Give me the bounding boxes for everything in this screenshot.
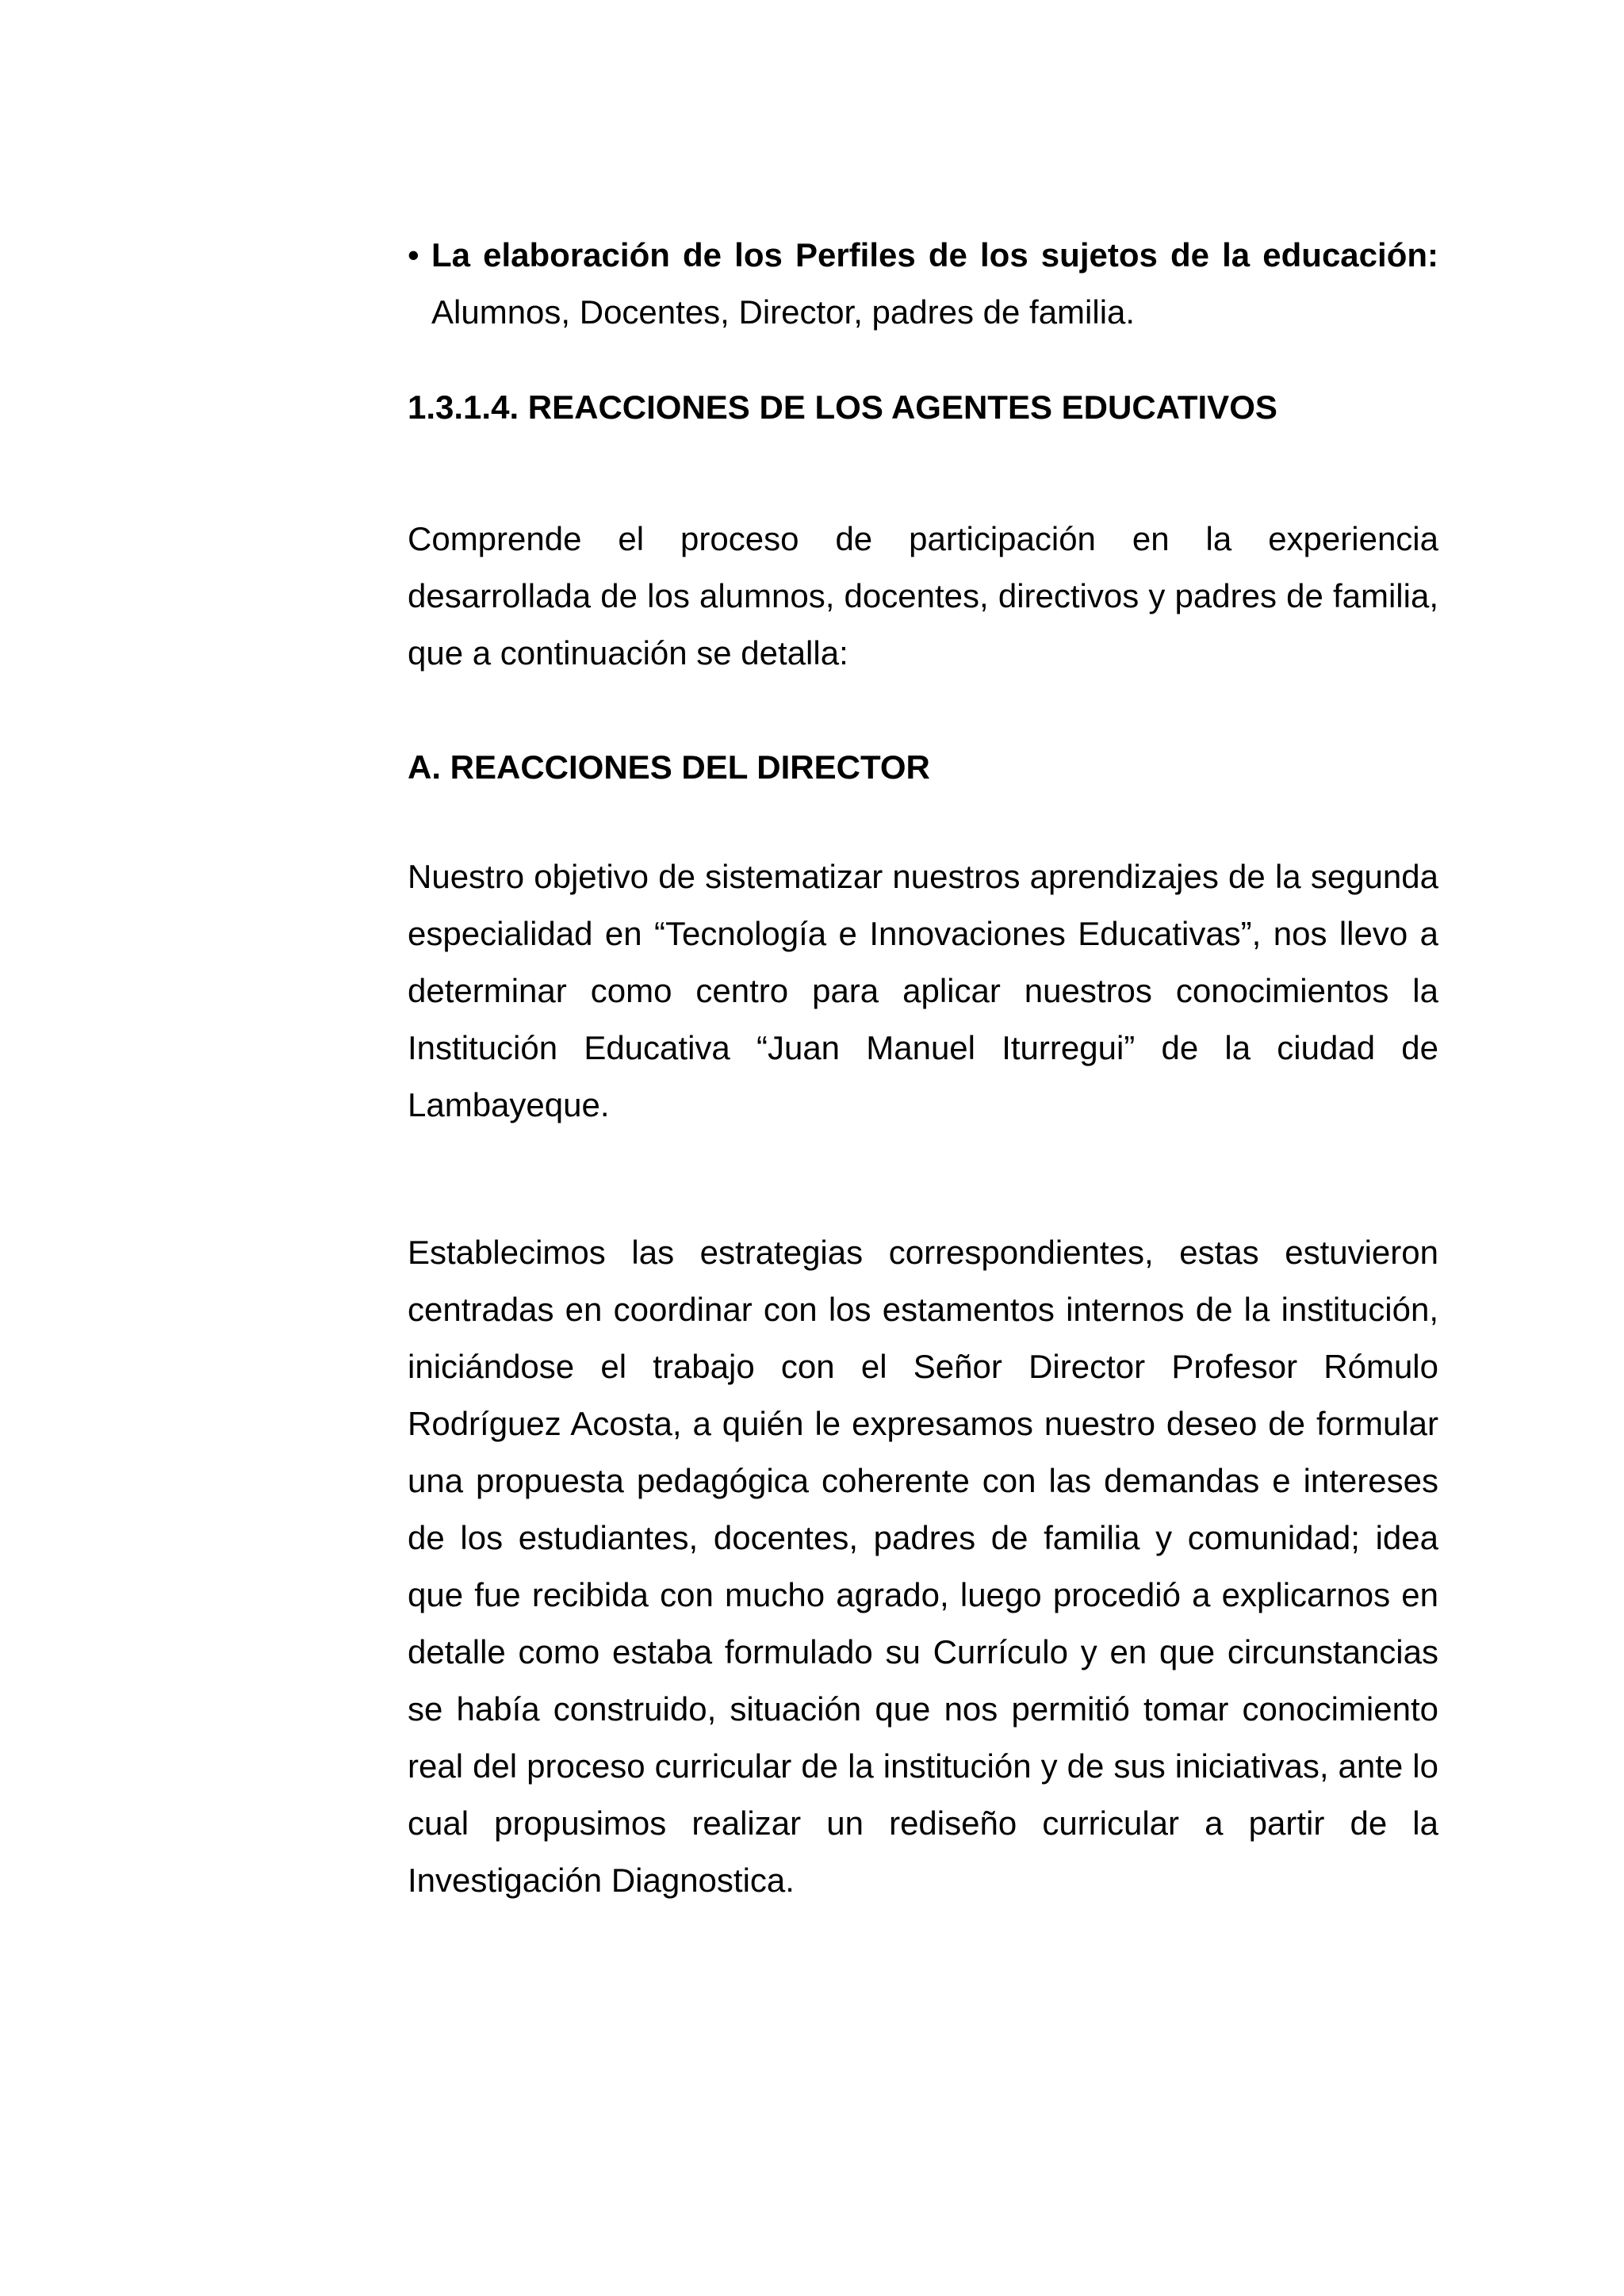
section-heading: 1.3.1.4. REACCIONES DE LOS AGENTES EDUCATIVOS: [408, 388, 1277, 426]
subheading-director: A. REACCIONES DEL DIRECTOR: [408, 748, 930, 786]
bullet-text: Alumnos, Docentes, Director, padres de familia.: [431, 293, 1136, 331]
bullet-icon: •: [408, 236, 419, 274]
bullet-title: La elaboración de los Perfiles de los sujetos de la educación:: [431, 236, 1438, 274]
bullet-item: [408, 227, 1438, 341]
bullet-content: [431, 227, 1438, 341]
paragraph-strategies: Establecimos las estrategias correspondientes, estas estuvieron centradas en coordinar con los estamentos internos de la institución, iniciándose el trabajo con el Señor Director Profesor Rómulo Rodríguez Acosta, a quién le expresamos nuestro deseo de formular una propuesta pedagógica coherente con las demandas e intereses de los estudiantes, docentes, padres de familia y comunidad; idea que fue recibida con mucho agrado, luego procedió a explicarnos en detalle como estaba formulado su Currículo y en que circunstancias se había construido, situación que nos permitió tomar conocimiento real del proceso curricular de la institución y de sus iniciativas, ante lo cual propusimos realizar un rediseño curricular a partir de la Investigación Diagnostica.: [408, 1234, 1438, 1899]
paragraph-intro: Comprende el proceso de participación en la experiencia desarrollada de los alumnos, docentes, directivos y padres de familia, que a continuación se detalla:: [408, 520, 1438, 672]
paragraph-objective: Nuestro objetivo de sistematizar nuestros aprendizajes de la segunda especialidad en “Tecnología e Innovaciones Educativas”, nos llevo a determinar como centro para aplicar nuestros conocimientos la Institución Educativa “Juan Manuel Iturregui” de la ciudad de Lambayeque.: [408, 858, 1438, 1123]
